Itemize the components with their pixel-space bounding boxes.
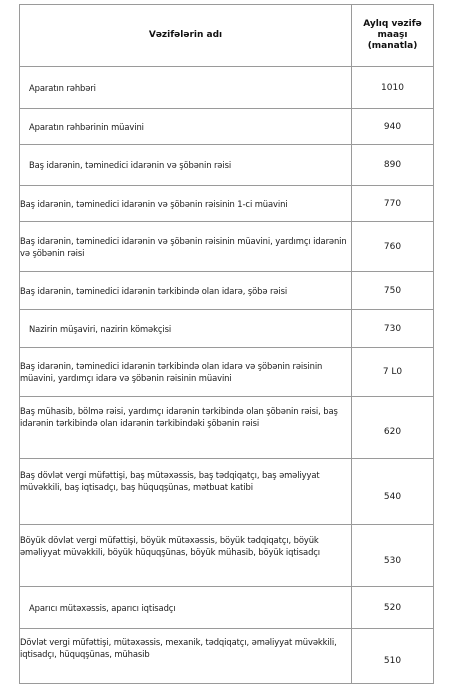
position-name: Aparıcı mütəxəssis, aparıcı iqtisadçı <box>20 587 352 629</box>
table-row <box>20 525 434 587</box>
table-row <box>20 310 434 348</box>
table-row <box>20 109 434 145</box>
position-name: Dövlət vergi müfəttişi, mütəxəssis, mexanik, tədqiqatçı, əməliyyat müvəkkili, iqtisadçı, hüquqşünas, mühasib <box>20 629 352 684</box>
salary-value: 1010 <box>352 67 434 109</box>
table-row <box>20 145 434 186</box>
salary-value: 620 <box>352 397 434 459</box>
table-row <box>20 348 434 397</box>
salary-value: 940 <box>352 109 434 145</box>
table-row <box>20 222 434 272</box>
table-header-row <box>20 5 434 67</box>
salary-table <box>19 4 434 684</box>
salary-value: 530 <box>352 525 434 587</box>
salary-value: 770 <box>352 186 434 222</box>
header-monthly-salary-label: Aylıq vəzifə maaşı (manatla) <box>363 19 422 51</box>
salary-value: 760 <box>352 222 434 272</box>
salary-value: 520 <box>352 587 434 629</box>
table-row <box>20 397 434 459</box>
position-name: Aparatın rəhbəri <box>20 67 352 109</box>
table-row <box>20 186 434 222</box>
position-name: Böyük dövlət vergi müfəttişi, böyük mütəxəssis, böyük tədqiqatçı, böyük əməliyyat müvəkkili, böyük hüquqşünas, böyük mühasib, böyük iqtisadçı <box>20 525 352 587</box>
position-name: Baş mühasib, bölmə rəisi, yardımçı idarənin tərkibində olan şöbənin rəisi, baş idarənin tərkibində olan idarənin tərkibindəki şöbənin rəisi <box>20 397 352 459</box>
table-row <box>20 629 434 684</box>
salary-value: 540 <box>352 459 434 525</box>
table-row <box>20 272 434 310</box>
position-name: Baş idarənin, təminedici idarənin və şöbənin rəisi <box>20 145 352 186</box>
position-name: Baş idarənin, təminedici idarənin tərkibində olan idarə və şöbənin rəisinin müavini, yardımçı idarə və şöbənin rəisinin müavini <box>20 348 352 397</box>
position-name: Baş idarənin, təminedici idarənin tərkibində olan idarə, şöbə rəisi <box>20 272 352 310</box>
table-row <box>20 459 434 525</box>
position-name: Nazirin müşaviri, nazirin köməkçisi <box>20 310 352 348</box>
position-name: Aparatın rəhbərinin müavini <box>20 109 352 145</box>
position-name: Baş idarənin, təminedici idarənin və şöbənin rəisinin 1-ci müavini <box>20 186 352 222</box>
salary-value: 750 <box>352 272 434 310</box>
table-row <box>20 587 434 629</box>
table-row <box>20 67 434 109</box>
salary-value: 510 <box>352 629 434 684</box>
salary-value: 730 <box>352 310 434 348</box>
position-name: Baş dövlət vergi müfəttişi, baş mütəxəssis, baş tədqiqatçı, baş əməliyyat müvəkkili, baş iqtisadçı, baş hüquqşünas, mətbuat katibi <box>20 459 352 525</box>
position-name: Baş idarənin, təminedici idarənin və şöbənin rəisinin müavini, yardımçı idarənin və şöbənin rəisi <box>20 222 352 272</box>
salary-value: 7 L0 <box>352 348 434 397</box>
header-monthly-salary <box>352 5 434 67</box>
header-position-name: Vəzifələrin adı <box>20 5 352 67</box>
salary-value: 890 <box>352 145 434 186</box>
